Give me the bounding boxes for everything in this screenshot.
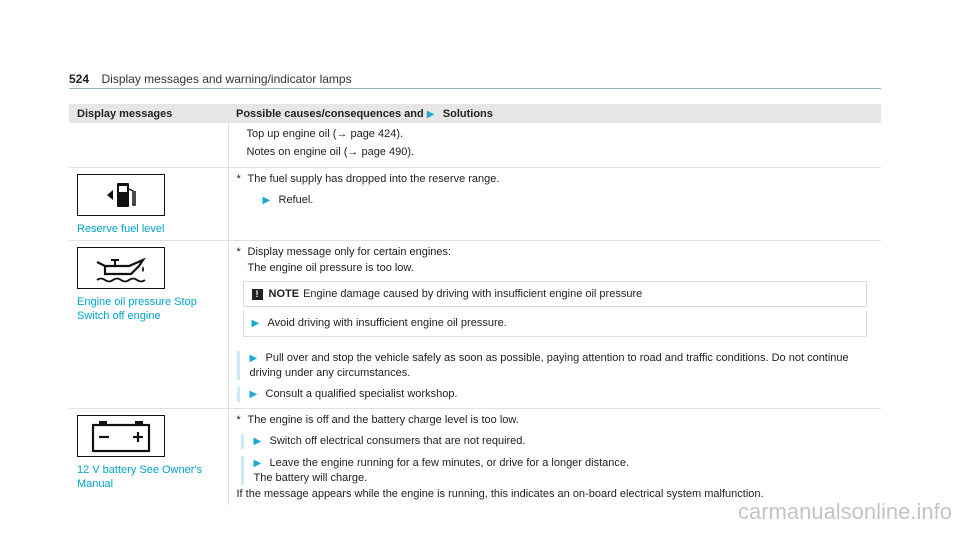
- fuel-pump-icon: [77, 174, 165, 216]
- row3-solution-cell: [228, 409, 881, 506]
- row2-label: Engine oil pressure Stop Switch off engine: [77, 296, 197, 322]
- play-arrow-icon: ▶: [262, 195, 271, 206]
- play-arrow-icon: ▶: [426, 108, 435, 120]
- row2-step2: ▶ Consult a qualified specialist workshop.: [237, 387, 874, 402]
- play-arrow-icon: ▶: [253, 436, 262, 447]
- oil-can-icon: [77, 247, 165, 289]
- row3-after: If the message appears while the engine is running, this indicates an on-board electrical system malfunction.: [236, 488, 764, 500]
- note-box: [243, 281, 868, 307]
- table-row-oil-pressure: [69, 241, 881, 409]
- row3-step2b: The battery will charge.: [253, 472, 368, 484]
- row3-step1: ▶ Switch off electrical consumers that are not required.: [241, 434, 874, 449]
- table-row-reserve-fuel: [69, 168, 881, 241]
- page-number: 524: [69, 72, 90, 86]
- battery-icon: [77, 415, 165, 457]
- watermark: carmanualsonline.info: [737, 499, 952, 524]
- play-arrow-icon: ▶: [253, 458, 262, 469]
- page-header: [69, 70, 881, 88]
- row3-step2: ▶ Leave the engine running for a few minutes, or drive for a longer distance. The battery will charge.: [241, 456, 874, 485]
- row2-solution-cell: [228, 241, 881, 409]
- note-step-text: Avoid driving with insufficient engine oil pressure.: [267, 317, 507, 329]
- play-arrow-icon: ▶: [249, 353, 258, 364]
- row3-message-cell: [69, 409, 228, 506]
- header-divider: [69, 88, 881, 89]
- row1-solution-cell: [228, 168, 881, 241]
- row2-cause2: The engine oil pressure is too low.: [247, 262, 414, 274]
- note-text: Engine damage caused by driving with insufficient engine oil pressure: [303, 288, 643, 300]
- warning-icon: !: [252, 289, 263, 300]
- messages-table: [69, 104, 881, 505]
- table-row-battery: [69, 409, 881, 506]
- page-title: Display messages and warning/indicator lamps: [101, 72, 352, 86]
- row0-line1: Top up engine oil (→ page 424).: [246, 128, 404, 140]
- row0-line2: Notes on engine oil (→ page 490).: [246, 146, 415, 158]
- row2-cause1: * Display message only for certain engines:: [236, 246, 452, 258]
- table-row-oil-continued: [69, 123, 881, 168]
- col-header-solutions-text: Solutions: [442, 107, 493, 120]
- note-step-box: [243, 311, 868, 337]
- col-header-causes-text: Possible causes/consequences and: [236, 107, 424, 120]
- row0-message-cell: [69, 123, 228, 168]
- col-header-causes: [228, 104, 881, 123]
- row1-step1: ▶ Refuel.: [262, 194, 314, 206]
- row0-solution-cell: [228, 123, 881, 168]
- row1-label: Reserve fuel level: [77, 223, 165, 235]
- row1-cause: * The fuel supply has dropped into the reserve range.: [236, 173, 500, 185]
- row3-label: 12 V battery See Owner's Manual: [77, 464, 202, 490]
- table-header-row: [69, 104, 881, 123]
- note-label: NOTE: [268, 288, 300, 300]
- play-arrow-icon: ▶: [251, 318, 260, 329]
- row2-step1: ▶ Pull over and stop the vehicle safely as soon as possible, paying attention to road and traffic conditions. Do not continue driving under any circumstances.: [237, 351, 874, 380]
- row3-cause: * The engine is off and the battery charge level is too low.: [236, 414, 519, 426]
- row2-message-cell: [69, 241, 228, 409]
- play-arrow-icon: ▶: [249, 389, 258, 400]
- col-header-display-messages: Display messages: [69, 104, 228, 123]
- row1-message-cell: [69, 168, 228, 241]
